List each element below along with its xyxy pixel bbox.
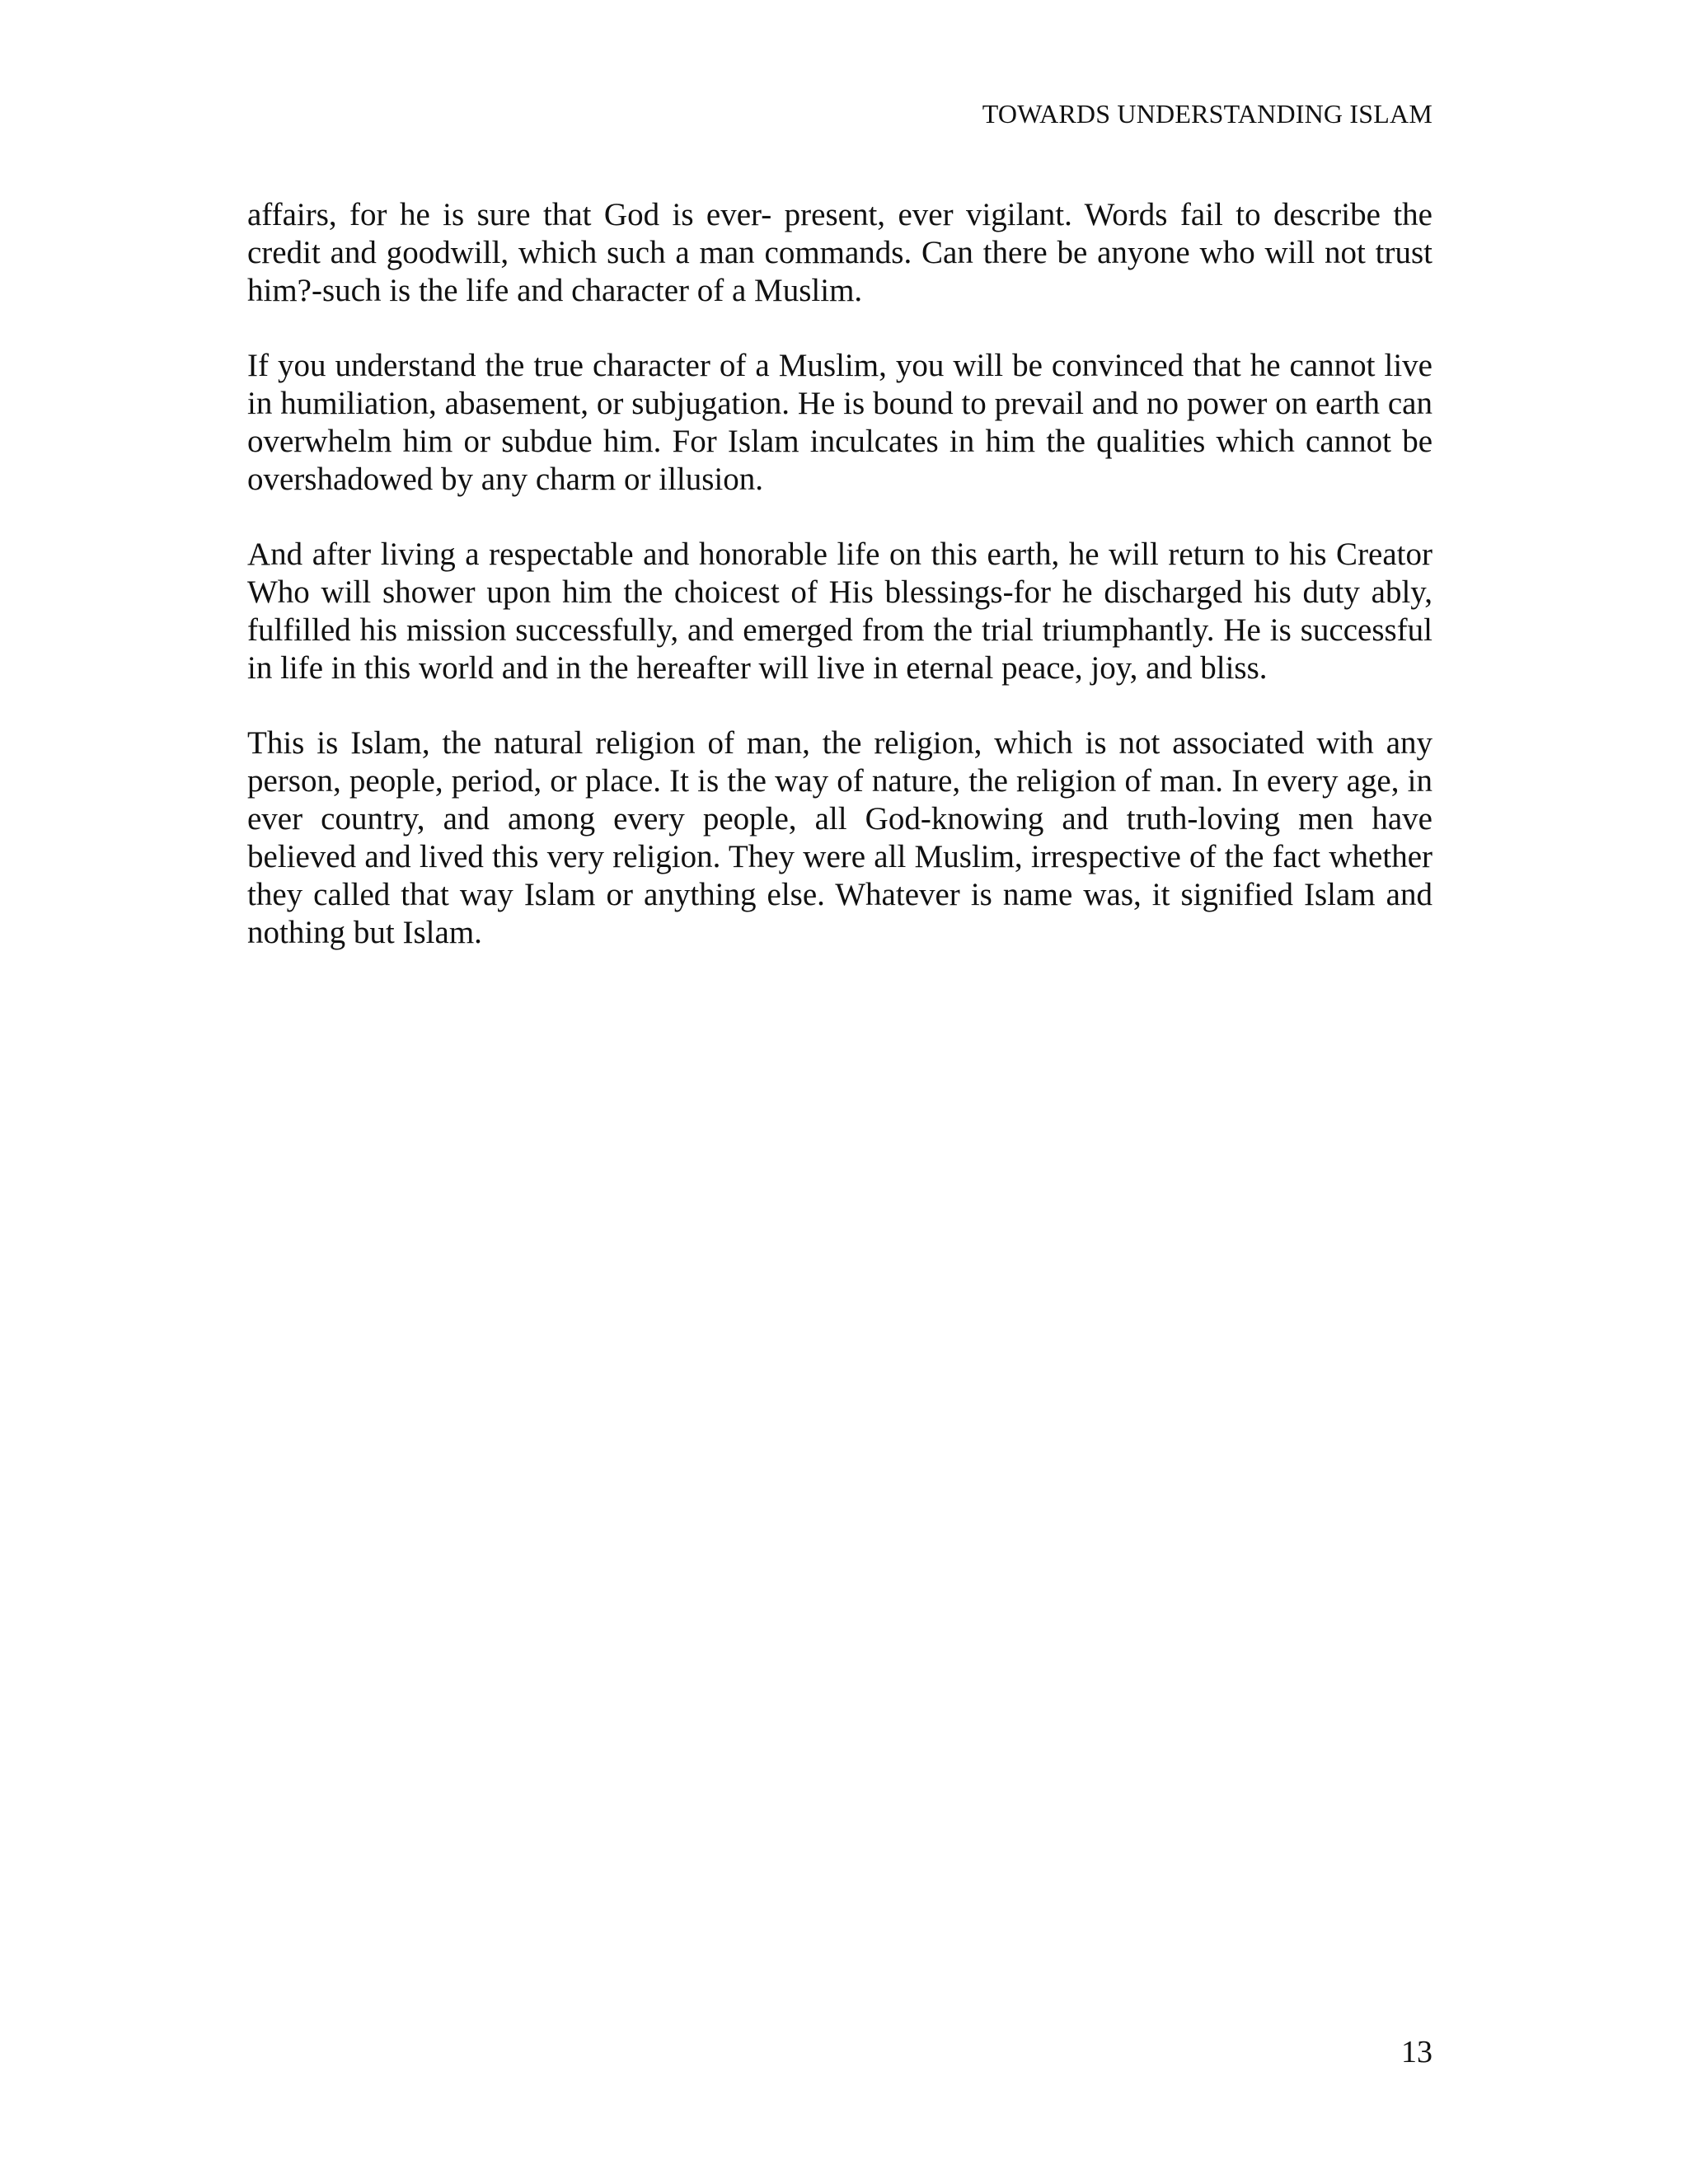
paragraph-3: And after living a respectable and honorable life on this earth, he will return to his Creator Who will shower upon him the choicest of His blessings-for he discharged his duty ably, fulfilled his mission successfully, and emerged from the trial triumphantly. He is successful in life in this world and in the hereafter will live in eternal peace, joy, and bliss. [247,537,1432,686]
paragraph-1: affairs, for he is sure that God is ever- present, ever vigilant. Words fail to describe the credit and goodwill, which such a man commands. Can there be anyone who will not trust him?-such is the life and character of a Muslim. [247,197,1432,308]
page-number: 13 [1401,2035,1432,2069]
page-body [247,196,1432,989]
paragraph-2: If you understand the true character of a Muslim, you will be convinced that he cannot live in humiliation, abasement, or subjugation. He is bound to prevail and no power on earth can overwhelm him or subdue him. For Islam inculcates in him the qualities which cannot be overshadowed by any charm or illusion. [247,348,1432,497]
running-header: TOWARDS UNDERSTANDING ISLAM [982,99,1432,129]
paragraph-4: This is Islam, the natural religion of man, the religion, which is not associated with any person, people, period, or place. It is the way of nature, the religion of man. In every age, in ever country, and among every people, all God-knowing and truth-loving men have believed and lived this very religion. They were all Muslim, irrespective of the fact whether they called that way Islam or anything else. Whatever is name was, it signified Islam and nothing but Islam. [247,725,1432,950]
